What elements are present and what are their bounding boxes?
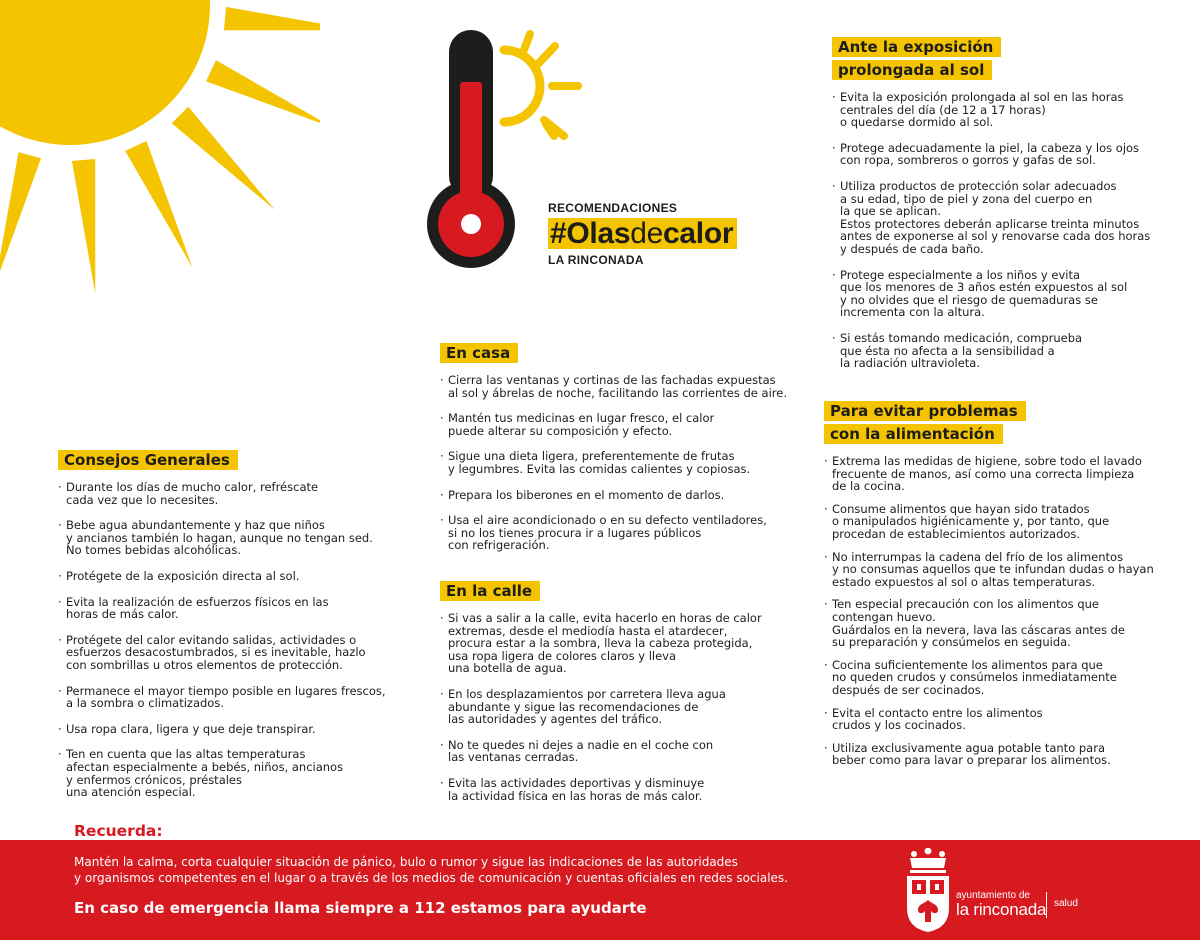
section-heading-line: Ante la exposición: [832, 37, 1001, 57]
list-item: · Durante los días de mucho calor, refréscate cada vez que lo necesites.: [58, 481, 418, 506]
campaign-pre: RECOMENDACIONES: [548, 201, 678, 215]
advice-list: [440, 374, 820, 552]
list-item: · Utiliza exclusivamente agua potable tanto para beber como para lavar o preparar los alimentos.: [824, 742, 1194, 767]
small-sun-icon: [504, 34, 578, 136]
emergency-message: En caso de emergencia llama siempre a 112 estamos para ayudarte: [74, 899, 647, 917]
list-item: · Protege adecuadamente la piel, la cabeza y los ojos con ropa, sombreros o gorros y gafas de sol.: [832, 142, 1192, 167]
list-item: · Extrema las medidas de higiene, sobre todo el lavado frecuente de manos, así como una correcta limpieza de la cocina.: [824, 455, 1194, 493]
list-item: · Evita la exposición prolongada al sol en las horas centrales del día (de 12 a 17 horas) o quedarse dormido al sol.: [832, 91, 1192, 129]
list-item: · Evita las actividades deportivas y disminuye la actividad física en las horas de más calor.: [440, 777, 820, 802]
logo-department: salud: [1054, 898, 1078, 909]
section-heading: [440, 343, 820, 363]
shield-logo-icon: [904, 848, 952, 934]
section-exposicion-sol: [832, 37, 1192, 383]
advice-list: [824, 455, 1194, 767]
sun-icon: [0, 0, 320, 400]
hashtag-part-calor: calor: [663, 217, 734, 250]
advice-list: [832, 91, 1192, 370]
campaign-location: LA RINCONADA: [548, 253, 644, 267]
section-heading-line: con la alimentación: [824, 424, 1003, 444]
list-item: · Utiliza productos de protección solar adecuados a su edad, tipo de piel y zona del cuerpo en la que se aplican. Estos protectores deberán aplicarse treinta minutos antes de exponerse al sol y renovarse cada dos horas y después de cada baño.: [832, 180, 1192, 256]
list-item: · Cierra las ventanas y cortinas de las fachadas expuestas al sol y ábrelas de noche, facilitando las corrientes de aire.: [440, 374, 820, 399]
list-item: · Mantén tus medicinas en lugar fresco, el calor puede alterar su composición y efecto.: [440, 412, 820, 437]
campaign-hashtag: [548, 218, 737, 249]
list-item: · No interrumpas la cadena del frío de los alimentos y no consumas aquellos que te infundan dudas o hayan estado expuestos al sol o altas temperaturas.: [824, 551, 1194, 589]
list-item: · Consume alimentos que hayan sido tratados o manipulados higiénicamente y, por tanto, que procedan de establecimientos autorizados.: [824, 503, 1194, 541]
section-heading-line: En casa: [440, 343, 518, 363]
list-item: · No te quedes ni dejes a nadie en el coche con las ventanas cerradas.: [440, 739, 820, 764]
section-heading: [58, 450, 418, 470]
advice-list: [440, 612, 820, 802]
logo-line-1: ayuntamiento de: [956, 890, 1030, 901]
list-item: · Evita la realización de esfuerzos físicos en las horas de más calor.: [58, 596, 418, 621]
list-item: · Usa ropa clara, ligera y que deje transpirar.: [58, 723, 418, 736]
logo-line-2: la rinconada: [956, 900, 1047, 919]
list-item: · Si vas a salir a la calle, evita hacerlo en horas de calor extremas, desde el mediodía hasta el atardecer, procura estar a la sombra, lleva la cabeza protegida, usa ropa ligera de colores claros y lleva una botella de agua.: [440, 612, 820, 675]
recuerda-title: Recuerda:: [74, 822, 163, 840]
section-heading-line: Para evitar problemas: [824, 401, 1026, 421]
section-alimentacion: [824, 401, 1194, 777]
list-item: · En los desplazamientos por carretera lleva agua abundante y sigue las recomendaciones de las autoridades y agentes del tráfico.: [440, 688, 820, 726]
list-item: · Protégete del calor evitando salidas, actividades o esfuerzos desacostumbrados, si es inevitable, hazlo con sombrillas u otros elementos de protección.: [58, 634, 418, 672]
logo-separator: [1046, 892, 1047, 918]
section-en-la-calle: [440, 581, 820, 815]
list-item: · Permanece el mayor tiempo posible en lugares frescos, a la sombra o climatizados.: [58, 685, 418, 710]
list-item: · Prepara los biberones en el momento de darlos.: [440, 489, 820, 502]
advice-list: [58, 481, 418, 799]
footer-band: [0, 840, 1200, 940]
section-heading-line: En la calle: [440, 581, 540, 601]
list-item: · Protégete de la exposición directa al sol.: [58, 570, 418, 583]
footer-message: Mantén la calma, corta cualquier situación de pánico, bulo o rumor y sigue las indicaciones de las autoridades y organismos competentes en el lugar o a través de los medios de comunicación y cuentas oficiales en redes sociales.: [74, 855, 788, 885]
section-heading: [440, 581, 820, 601]
ayuntamiento-logo: [904, 848, 1104, 934]
list-item: · Ten especial precaución con los alimentos que contengan huevo. Guárdalos en la nevera, lava las cáscaras antes de su preparación y consúmelos en seguida.: [824, 598, 1194, 648]
hashtag-part-de: de: [630, 217, 664, 250]
section-heading: [824, 401, 1194, 444]
hashtag-part-olas: #Olas: [550, 217, 631, 250]
list-item: · Si estás tomando medicación, comprueba que ésta no afecta a la sensibilidad a la radiación ultravioleta.: [832, 332, 1192, 370]
section-heading: [832, 37, 1192, 80]
list-item: · Bebe agua abundantemente y haz que niños y ancianos también lo hagan, aunque no tengan sed. No tomes bebidas alcohólicas.: [58, 519, 418, 557]
list-item: · Usa el aire acondicionado o en su defecto ventiladores, si no los tienes procura ir a lugares públicos con refrigeración.: [440, 514, 820, 552]
section-consejos-generales: [58, 450, 418, 812]
list-item: · Ten en cuenta que las altas temperaturas afectan especialmente a bebés, niños, ancianos y enfermos crónicos, préstales una atención especial.: [58, 748, 418, 798]
list-item: · Protege especialmente a los niños y evita que los menores de 3 años estén expuestos al sol y no olvides que el riesgo de quemaduras se incrementa con la altura.: [832, 269, 1192, 319]
list-item: · Evita el contacto entre los alimentos crudos y los cocinados.: [824, 707, 1194, 732]
section-heading-line: prolongada al sol: [832, 60, 992, 80]
campaign-title: [548, 201, 737, 267]
section-en-casa: [440, 343, 820, 565]
list-item: · Cocina suficientemente los alimentos para que no queden crudos y consúmelos inmediatamente después de ser cocinados.: [824, 659, 1194, 697]
list-item: · Sigue una dieta ligera, preferentemente de frutas y legumbres. Evita las comidas calientes y copiosas.: [440, 450, 820, 475]
section-heading-line: Consejos Generales: [58, 450, 238, 470]
